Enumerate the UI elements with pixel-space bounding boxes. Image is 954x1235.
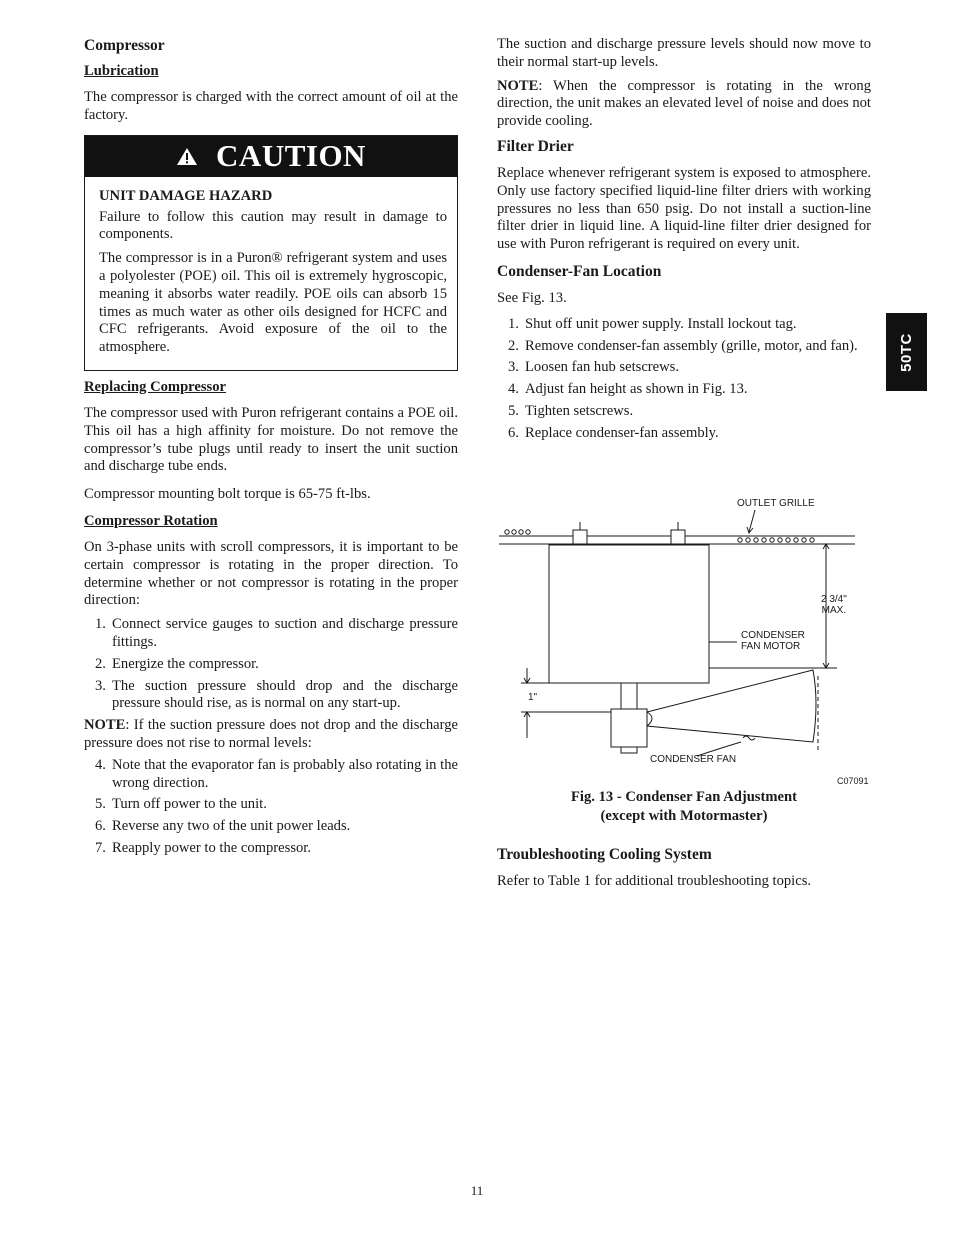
filter-drier-text: Replace whenever refrigerant system is exposed to atmosphere. Only use factory specified liquid-line filter driers with working pressures no less than 650 psig. Do not install a suction-line filter drier in liquid line. A liquid-line filter drier designed for use with Puron refrigerant is required on every unit. (497, 164, 871, 253)
caution-paragraph-2: The compressor is in a Puron® refrigerant system and uses a polyolester (POE) oil. This oil is extremely hygroscopic, meaning it absorbs water readily. POE oils can absorb 15 times as much water as other oils designed for HCFC and CFC refrigerants. Avoid exposure of the oil to the atmosphere. (99, 250, 447, 356)
caution-banner (85, 136, 457, 177)
list-item: 4. Note that the evaporator fan is probably also rotating in the wrong direction. (95, 756, 458, 791)
caution-box (84, 135, 458, 371)
figure-code-label: C07091 (837, 776, 869, 786)
caution-body (85, 177, 457, 370)
list-item: 5. Turn off power to the unit. (95, 796, 267, 813)
condenser-fan-label: CONDENSER FAN (650, 754, 737, 765)
list-item: 6. Replace condenser-fan assembly. (508, 424, 719, 441)
condenser-fan-motor-label: CONDENSER FAN MOTOR (741, 630, 805, 652)
list-item: 6. Reverse any two of the unit power leads. (95, 818, 351, 835)
fan-steps-list (497, 316, 871, 443)
compressor-rotation-text: On 3-phase units with scroll compressors, it is important to be certain compressor is rotating in the proper direction. To determine whether or not compressor is rotating in the proper direction: (84, 538, 458, 609)
model-tab-label: 50TC (898, 332, 915, 372)
right-column-top (497, 36, 871, 443)
compressor-heading: Compressor (84, 37, 165, 54)
condenser-fan-diagram (497, 492, 871, 792)
caution-paragraph-1: Failure to follow this caution may result in damage to components. (99, 208, 447, 243)
lubrication-text: The compressor is charged with the correct amount of oil at the factory. (84, 89, 458, 123)
outlet-grille-label: OUTLET GRILLE (737, 498, 815, 509)
list-item: 1. Connect service gauges to suction and discharge pressure fittings. (95, 616, 458, 650)
compressor-rotation-heading: Compressor Rotation (84, 512, 218, 529)
list-item: 1. Shut off unit power supply. Install lockout tag. (508, 315, 797, 332)
note-label: NOTE (84, 717, 126, 734)
page-number: 11 (470, 1183, 484, 1198)
see-fig-text: See Fig. 13. (497, 289, 567, 306)
caution-title: CAUTION (216, 138, 366, 174)
lubrication-heading: Lubrication (84, 63, 159, 79)
rotation-steps-list (84, 616, 458, 713)
left-column (84, 36, 458, 858)
list-item: 7. Reapply power to the compressor. (95, 839, 311, 856)
list-item: 4. Adjust fan height as shown in Fig. 13. (508, 381, 748, 398)
list-item: 5. Tighten setscrews. (508, 402, 634, 419)
troubleshooting-text: Refer to Table 1 for additional troubleshooting topics. (497, 873, 812, 889)
wrong-direction-note: NOTE: When the compressor is rotating in the wrong direction, the unit makes an elevated level of noise and does not provide cooling. (497, 77, 871, 130)
torque-text: Compressor mounting bolt torque is 65-75 ft-lbs. (84, 486, 371, 503)
rotation-note: NOTE: If the suction pressure does not drop and the discharge pressure does not rise to normal levels: (84, 717, 458, 751)
model-side-tab (886, 313, 927, 391)
warning-triangle-icon (176, 147, 198, 166)
list-item: 2. Energize the compressor. (95, 655, 259, 672)
hazard-title: UNIT DAMAGE HAZARD (99, 187, 273, 204)
dimension-1in-label: 1" (528, 692, 538, 703)
note-label: NOTE (497, 77, 539, 94)
figure-caption: Fig. 13 - Condenser Fan Adjustment (except with Motormaster) (571, 789, 797, 824)
rotation-steps-list-2 (84, 757, 458, 858)
right-column-bottom (497, 845, 871, 891)
replacing-compressor-heading: Replacing Compressor (84, 378, 227, 395)
condenser-fan-heading: Condenser-Fan Location (497, 262, 662, 280)
troubleshooting-heading: Troubleshooting Cooling System (497, 846, 712, 863)
replacing-compressor-text: The compressor used with Puron refrigerant contains a POE oil. This oil has a high affinity for moisture. Do not remove the compressor’s tube plugs until ready to insert the unit suction and discharge tube ends. (84, 404, 458, 475)
filter-drier-heading: Filter Drier (497, 137, 574, 155)
list-item: 3. Loosen fan hub setscrews. (508, 359, 680, 376)
condenser-fan-figure (497, 492, 871, 792)
dimension-max-label: 2 3/4" MAX. (821, 594, 847, 616)
list-item: 2. Remove condenser-fan assembly (grille, motor, and fan). (508, 337, 858, 354)
list-item: 3. The suction pressure should drop and the discharge pressure should rise, as is normal on any start-up. (95, 677, 458, 712)
intro-text: The suction and discharge pressure levels should now move to their normal start-up levels. (497, 36, 871, 70)
